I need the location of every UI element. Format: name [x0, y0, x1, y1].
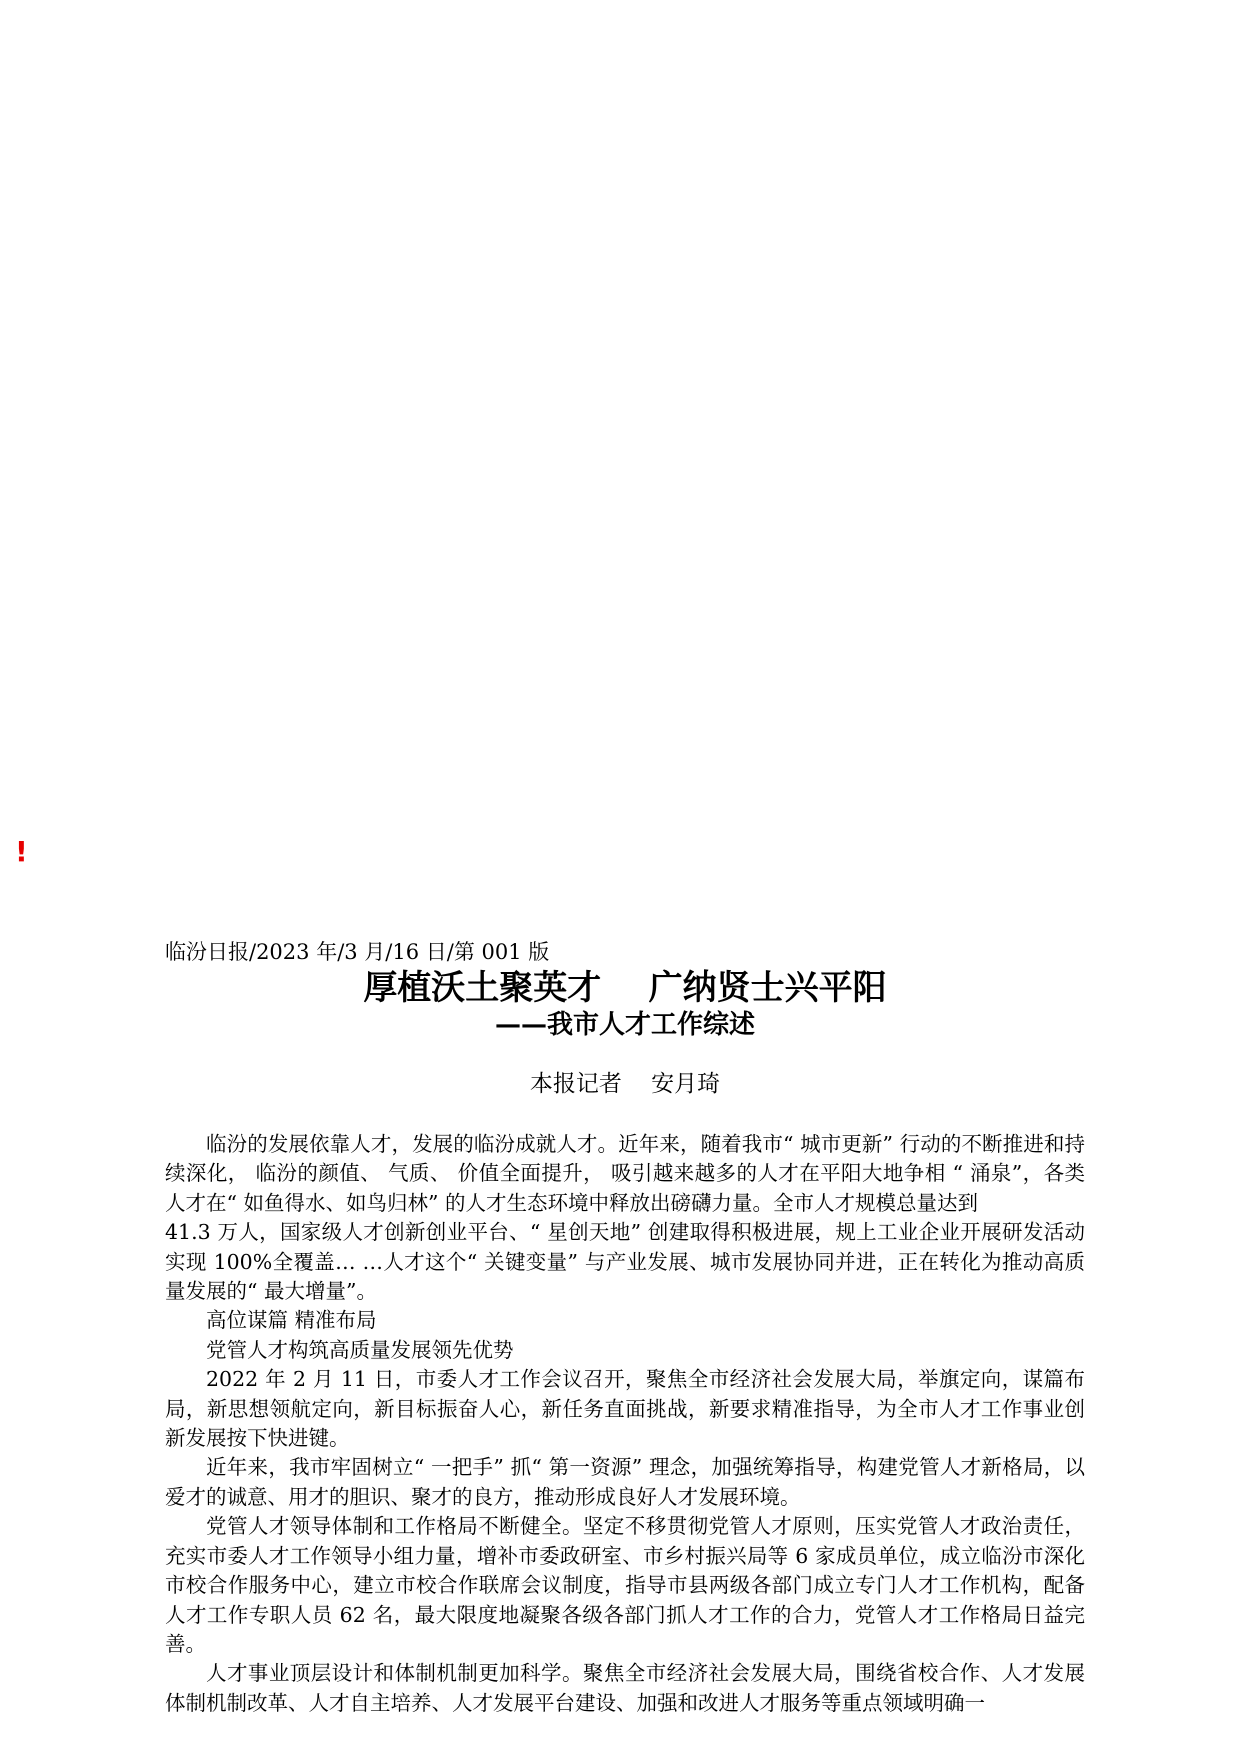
paragraph: 2022 年 2 月 11 日，市委人才工作会议召开，聚焦全市经济社会发展大局，举旗定向，谋篇布局，新思想领航定向，新目标振奋人心，新任务直面挑战，新要求精准指导，为全市人才工作事业创新发展按下快进键。	[165, 1367, 1085, 1451]
section-subheading: 党管人才构筑高质量发展领先优势	[206, 1337, 514, 1362]
paragraph: 人才事业顶层设计和体制机制更加科学。聚焦全市经济社会发展大局，围绕省校合作、人才发展体制机制改革、人才自主培养、人才发展平台建设、加强和改进人才服务等重点领域明确一	[165, 1661, 1085, 1715]
article-title: 厚植沃土聚英才 广纳贤士兴平阳	[363, 968, 887, 1008]
byline: 本报记者 安月琦	[529, 1071, 721, 1097]
article-subtitle: ——我市人才工作综述	[494, 1010, 755, 1040]
dateline: 临汾日报/2023 年/3 月/16 日/第 001 版	[165, 940, 550, 964]
paragraph: 党管人才领导体制和工作格局不断健全。坚定不移贯彻党管人才原则，压实党管人才政治责任，充实市委人才工作领导小组力量，增补市委政研室、市乡村振兴局等 6 家成员单位，成立临汾市深化市校合作服务中心，建立市校合作联席会议制度，指导市县两级各部门成立专门人才工作机构，配备人才工作专职人员 62 名，最大限度地凝聚各级各部门抓人才工作的合力，党管人才工作格局日益完善。	[165, 1514, 1085, 1656]
paragraph: 临汾的发展依靠人才，发展的临汾成就人才。近年来，随着我市“ 城市更新” 行动的不断推进和持续深化， 临汾的颜值、 气质、 价值全面提升， 吸引越来越多的人才在平阳大地争相 “ 涌泉”，各类人才在“ 如鱼得水、如鸟归林” 的人才生态环境中释放出磅礴力量。全市人才规模总量达到	[165, 1132, 1085, 1215]
paragraph: 41.3 万人，国家级人才创新创业平台、“ 星创天地” 创建取得积极进展，规上工业企业开展研发活动实现 100%全覆盖… …人才这个“ 关键变量” 与产业发展、城市发展协同并进，正在转化为推动高质量发展的“ 最大增量”。	[165, 1220, 1085, 1304]
paragraph: 近年来，我市牢固树立“ 一把手” 抓“ 第一资源” 理念，加强统筹指导，构建党管人才新格局，以爱才的诚意、用才的胆识、聚才的良方，推动形成良好人才发展环境。	[165, 1455, 1085, 1509]
section-heading: 高位谋篇 精准布局	[206, 1308, 377, 1333]
red-exclamation-mark: !	[15, 835, 28, 868]
article-body	[165, 1130, 1085, 1718]
